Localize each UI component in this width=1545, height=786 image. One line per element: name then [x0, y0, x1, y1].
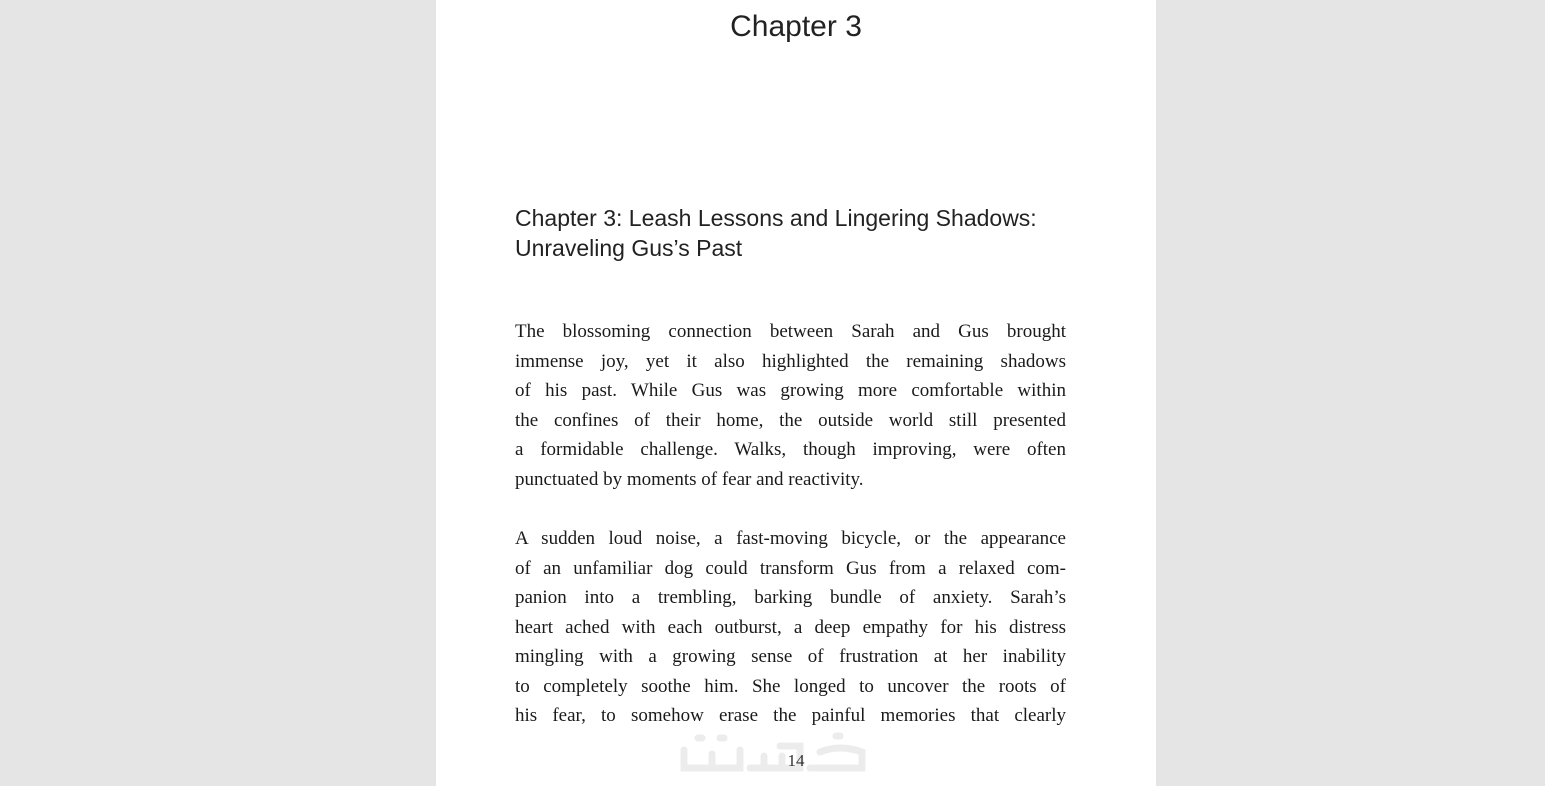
paragraph-2	[515, 524, 1066, 731]
text-line: punctuated by moments of fear and reactivity.	[515, 468, 864, 490]
text-line: The blossoming connection between Sarah and Gus brought	[515, 321, 1066, 342]
heading-line: Chapter 3: Leash Lessons and Lingering Shadows:	[515, 205, 1037, 231]
document-page	[436, 0, 1156, 786]
text-line: panion into a trembling, barking bundle of anxiety. Sarah’s	[515, 587, 1066, 608]
text-line: immense joy, yet it also highlighted the remaining shadows	[515, 350, 1066, 372]
text-line: of his past. While Gus was growing more comfortable within	[515, 380, 1066, 401]
paragraph-1	[515, 317, 1066, 494]
text-line: of an unfamiliar dog could transform Gus from a relaxed com-	[515, 557, 1066, 579]
chapter-title: Chapter 3	[730, 10, 862, 43]
text-line: mingling with a growing sense of frustration at her inability	[515, 646, 1066, 667]
heading-line: Unraveling Gus’s Past	[515, 235, 743, 261]
text-line: his fear, to somehow erase the painful memories that clearly	[515, 705, 1066, 726]
text-line: heart ached with each outburst, a deep empathy for his distress	[515, 616, 1066, 638]
text-line: A sudden loud noise, a fast-moving bicycle, or the appearance	[515, 528, 1066, 549]
text-line: to completely soothe him. She longed to uncover the roots of	[515, 675, 1066, 697]
text-line: a formidable challenge. Walks, though improving, were often	[515, 439, 1066, 460]
page-number: 14	[787, 751, 805, 770]
section-heading	[515, 203, 1115, 263]
text-line: the confines of their home, the outside world still presented	[515, 409, 1066, 431]
